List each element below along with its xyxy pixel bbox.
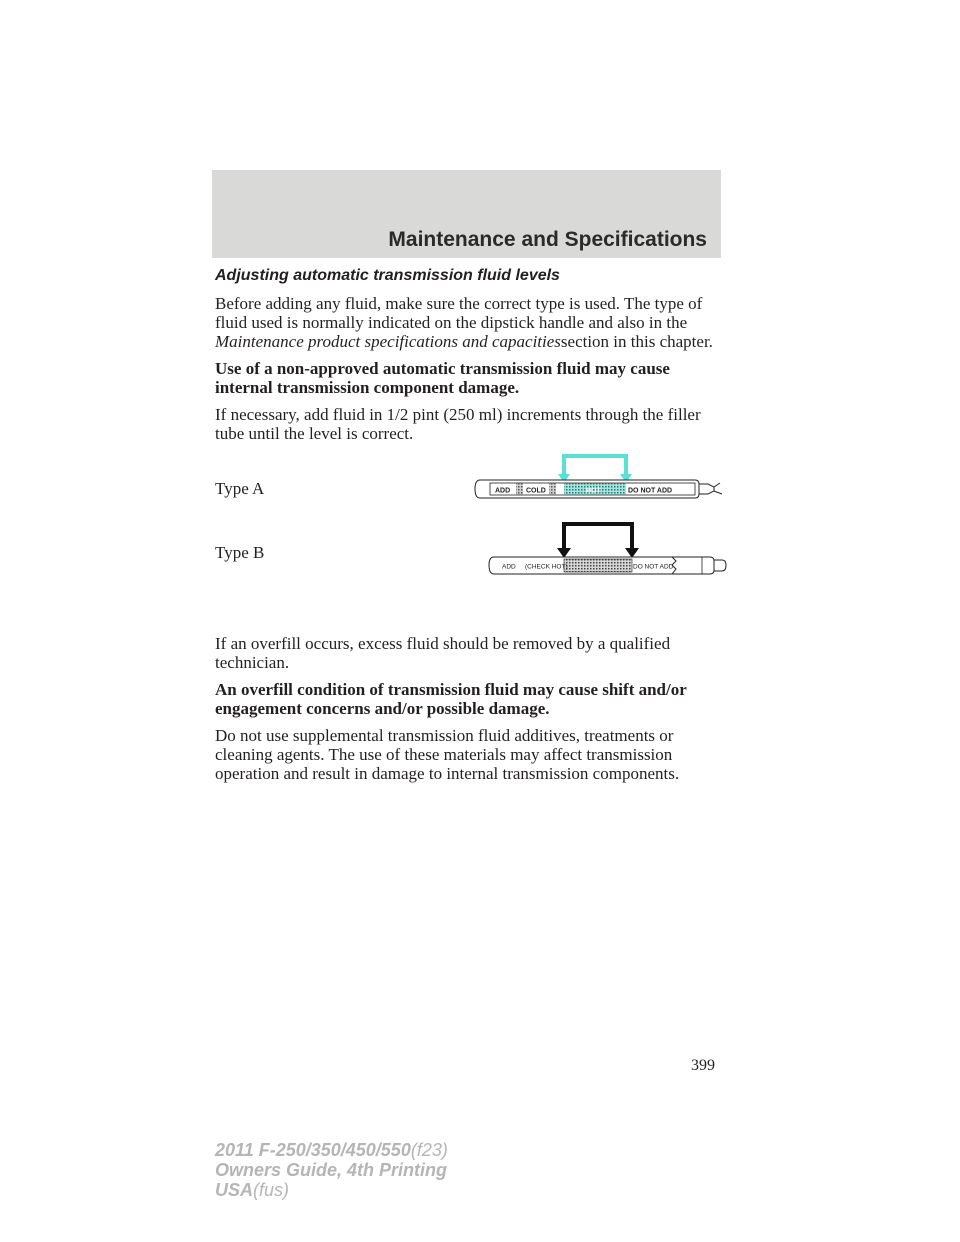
footer-market-code: (fus) [253,1180,290,1200]
footer-print-info [215,1140,448,1200]
main-content [215,266,725,451]
footer-line-2: Owners Guide, 4th Printing [215,1160,448,1180]
dipstick-hook-a [714,483,722,494]
footer-model: 2011 F-250/350/450/550 [215,1140,411,1160]
warning-non-approved-fluid: Use of a non-approved automatic transmission fluid may cause internal transmission component damage. [215,359,670,397]
warning-overfill: An overfill condition of transmission fluid may cause shift and/or engagement concerns and/or possible damage. [215,680,687,718]
paragraph-overfill: If an overfill occurs, excess fluid should be removed by a qualified technician. [215,634,671,672]
mark-check-hot: (CHECK HOT) [525,563,568,571]
page-number: 399 [691,1057,715,1074]
level-range-bracket-b [564,524,632,554]
section-reference: Maintenance product specifications and capacities [215,332,561,351]
dipstick-tip-a [699,484,714,494]
dipstick-tip-b [714,560,726,571]
page-title: Maintenance and Specifications [388,228,707,251]
check-hot-zone [564,559,632,572]
mark-add-a: ADD [495,487,511,495]
paragraph-fluid-type [215,294,725,351]
footer-model-code: (f23) [410,1140,448,1160]
paragraph-additives: Do not use supplemental transmission fluid additives, treatments or cleaning agents. The use of these materials may affect transmission operation and result in damage to internal transmission components. [215,726,680,783]
hatch-zone-b [549,484,556,495]
mark-do-not-add-b: DO NOT ADD [633,563,674,571]
paragraph-text: section in this chapter. [560,332,713,351]
type-b-label: Type B [215,543,265,562]
hatch-zone-a [516,484,523,495]
header-band [212,170,721,258]
mark-add-b: ADD [502,563,516,571]
paragraph-text: Before adding any fluid, make sure the correct type is used. The type of fluid used is normally indicated on the dipstick handle and also in the [215,294,703,332]
footer-line-1 [215,1140,448,1160]
dipstick-type-a-illustration [470,450,735,502]
footer-market: USA [215,1180,254,1200]
section-heading: Adjusting automatic transmission fluid levels [215,267,560,284]
footer-line-3 [215,1180,448,1200]
level-range-bracket-a [564,456,626,480]
mark-do-not-add-a: DO NOT ADD [628,487,673,495]
dipstick-type-b-illustration [470,514,735,584]
type-a-label: Type A [215,479,265,498]
mark-hot: HOT [586,487,601,495]
lower-content [215,634,725,791]
paragraph-add-fluid: If necessary, add fluid in 1/2 pint (250 ml) increments through the filler tube until the level is correct. [215,405,701,443]
mark-cold: COLD [526,487,546,495]
